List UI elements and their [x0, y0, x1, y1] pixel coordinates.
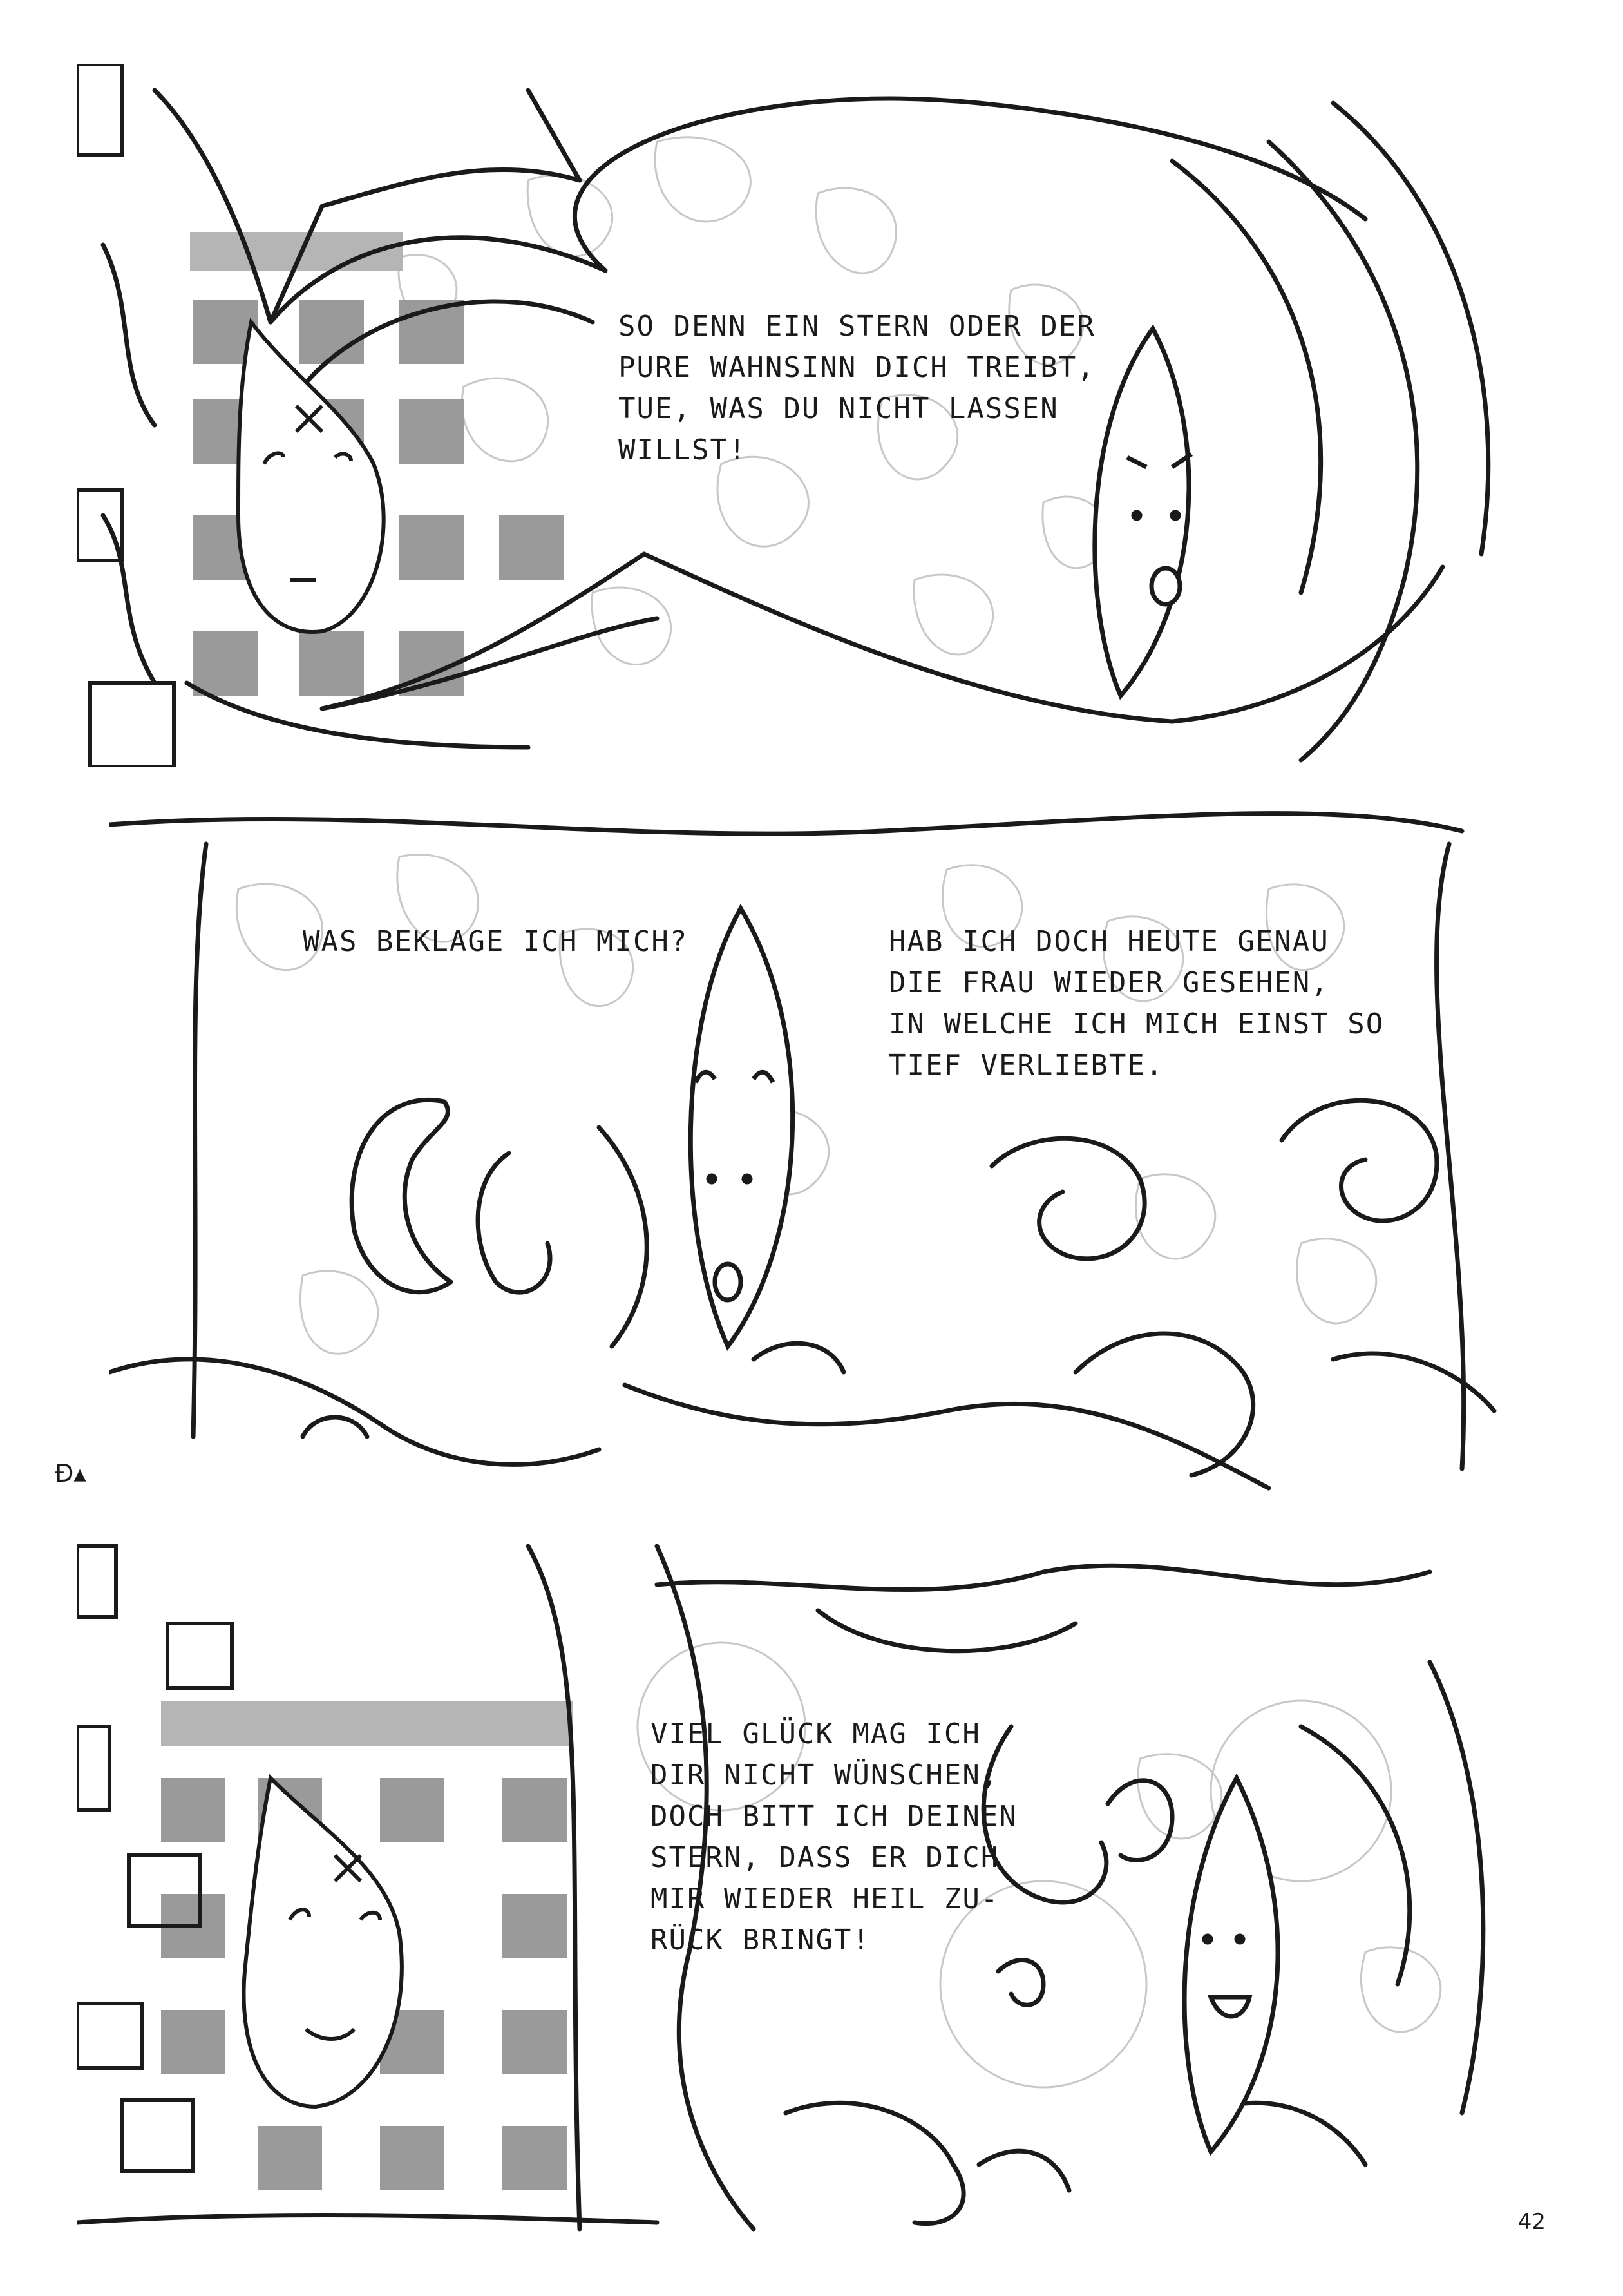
panel-2-caption-left: WAS BEKLAGE ICH MICH? — [303, 925, 688, 958]
panel-2 — [109, 792, 1539, 1495]
panel-2-caption-right: HAB ICH DOCH HEUTE GENAU DIE FRAU WIEDER GESEHEN, IN WELCHE ICH MICH EINST SO TIEF VERLIEBTE. — [889, 925, 1385, 1082]
panel-2-artwork — [109, 792, 1539, 1495]
artist-signature: Đ▴ — [55, 1459, 86, 1488]
right-character — [1095, 329, 1191, 696]
panel-1 — [77, 64, 1517, 767]
panel-3-caption: VIEL GLÜCK MAG ICH DIR NICHT WÜNSCHEN, DOCH BITT ICH DEINEN STERN, DASS ER DICH MIR WIEDER HEIL ZU- RÜCK BRINGT! — [650, 1717, 1018, 1956]
left-character — [243, 1778, 401, 2107]
panel-1-caption: SO DENN EIN STERN ODER DER PURE WAHNSINN DICH TREIBT, TUE, WAS DU NICHT LASSEN WILLST! — [618, 310, 1096, 466]
panel-3 — [77, 1533, 1517, 2235]
left-character — [238, 322, 384, 632]
page-number: 42 — [1517, 2209, 1546, 2235]
middle-character — [690, 908, 792, 1346]
